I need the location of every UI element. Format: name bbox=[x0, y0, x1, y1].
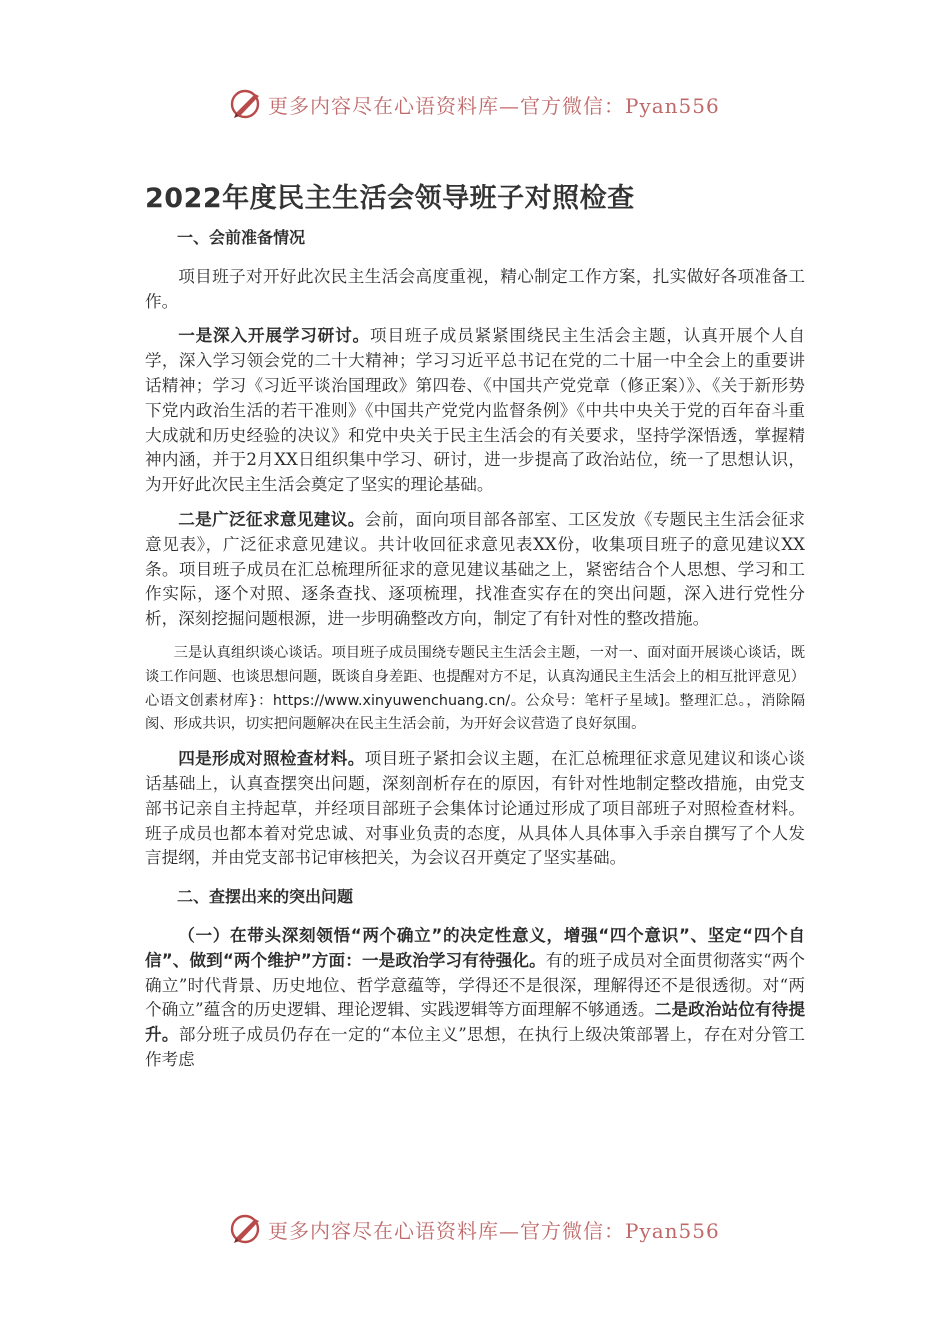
header-banner bbox=[228, 84, 720, 124]
paragraph-intro: 项目班子对开好此次民主生活会高度重视，精心制定工作方案，扎实做好各项准备工作。 bbox=[145, 266, 805, 311]
section-heading-2: 二、查摆出来的突出问题 bbox=[177, 887, 354, 907]
paragraph-problems-lead: （一）在带头深刻领悟“两个确立”的决定性意义，增强“四个意识”、坚定“四个自信”、做到“两个维护”方面：一是政治学习有待强化。 bbox=[145, 925, 805, 970]
paragraph-opinions bbox=[145, 508, 805, 632]
paragraph-study bbox=[145, 324, 805, 498]
paragraph-study-text: 项目班子成员紧紧围绕民主生活会主题，认真开展个人自学，深入学习领会党的二十大精神；学习习近平总书记在党的二十届一中全会上的重要讲话精神；学习《习近平谈治国理政》第四卷、《中国共产党党章（修正案）》、《关于新形势下党内政治生活的若干准则》《中国共产党党内监督条例》《中共中央关于党的百年奋斗重大成就和历史经验的决议》和党中央关于民主生活会的有关要求，坚持学深悟透，掌握精神内涵，并于2月XX日组织集中学习、研讨，进一步提高了政治站位，统一了思想认识，为开好此次民主生活会奠定了坚实的理论基础。 bbox=[145, 326, 806, 495]
pen-logo-icon bbox=[228, 1211, 264, 1247]
paragraph-materials bbox=[145, 747, 805, 871]
document-title: 2022年度民主生活会领导班子对照检查 bbox=[145, 183, 635, 214]
paragraph-study-lead: 一是深入开展学习研讨。 bbox=[178, 326, 370, 346]
section-heading-1: 一、会前准备情况 bbox=[177, 228, 306, 247]
banner-text: 更多内容尽在心语资料库—官方微信：Pyan556 bbox=[268, 93, 720, 118]
paragraph-problems-lead-2: 二是政治站位有待提升。 bbox=[145, 1000, 806, 1045]
paragraph-materials-lead: 四是形成对照检查材料。 bbox=[178, 749, 365, 769]
paragraph-opinions-text: 会前，面向项目部各部室、工区发放《专题民主生活会征求意见表》，广泛征求意见建议。共计收回征求意见表XX份，收集项目班子的意见建议XX条。项目班子成员在汇总梳理所征求的意见建议基础之上，紧密结合个人思想、学习和工作实际，逐个对照、逐条查找、逐项梳理，找准查实存在的突出问题，深入进行党性分析，深刻挖掘问题根源，进一步明确整改方向，制定了有针对性的整改措施。 bbox=[145, 509, 806, 629]
document-body bbox=[145, 226, 805, 1073]
pen-logo-icon bbox=[228, 86, 264, 122]
paragraph-problems-text-2: 部分班子成员仍存在一定的“本位主义”思想，在执行上级决策部署上，存在对分管工作考虑 bbox=[145, 1025, 805, 1069]
footer-banner bbox=[228, 1209, 720, 1249]
paragraph-talks: 三是认真组织谈心谈话。项目班子成员围绕专题民主生活会主题，一对一、面对面开展谈心谈话，既谈工作问题、也谈思想问题，既谈自身差距、也提醒对方不足，认真沟通民主生活会上的相互批评意见）心语文创素材库}：https://www.xinyuwenchuang.cn/。公众号：笔杆子星域]。整理汇总。，消除隔阂、形成共识，切实把问题解决在民主生活会前，为开好会议营造了良好氛围。 bbox=[145, 644, 805, 733]
banner-text: 更多内容尽在心语资料库—官方微信：Pyan556 bbox=[268, 1218, 720, 1243]
paragraph-problems-text: 有的班子成员对全面贯彻落实“两个确立”时代背景、历史地位、哲学意蕴等，学得还不是很深，理解得还不是很透彻。对“两个确立”蕴含的历史逻辑、理论逻辑、实践逻辑等方面理解不够通透。 bbox=[145, 950, 805, 1020]
paragraph-materials-text: 项目班子紧扣会议主题，在汇总梳理征求意见建议和谈心谈话基础上，认真查摆突出问题，深刻剖析存在的原因，有针对性地制定整改措施，由党支部书记亲自主持起草，并经项目部班子会集体讨论通过形成了项目部班子对照检查材料。班子成员也都本着对党忠诚、对事业负责的态度，从具体人具体事入手亲自撰写了个人发言提纲，并由党支部书记审核把关，为会议召开奠定了坚实基础。 bbox=[145, 749, 806, 868]
paragraph-opinions-lead: 二是广泛征求意见建议。 bbox=[178, 509, 365, 529]
paragraph-problems bbox=[145, 924, 805, 1073]
